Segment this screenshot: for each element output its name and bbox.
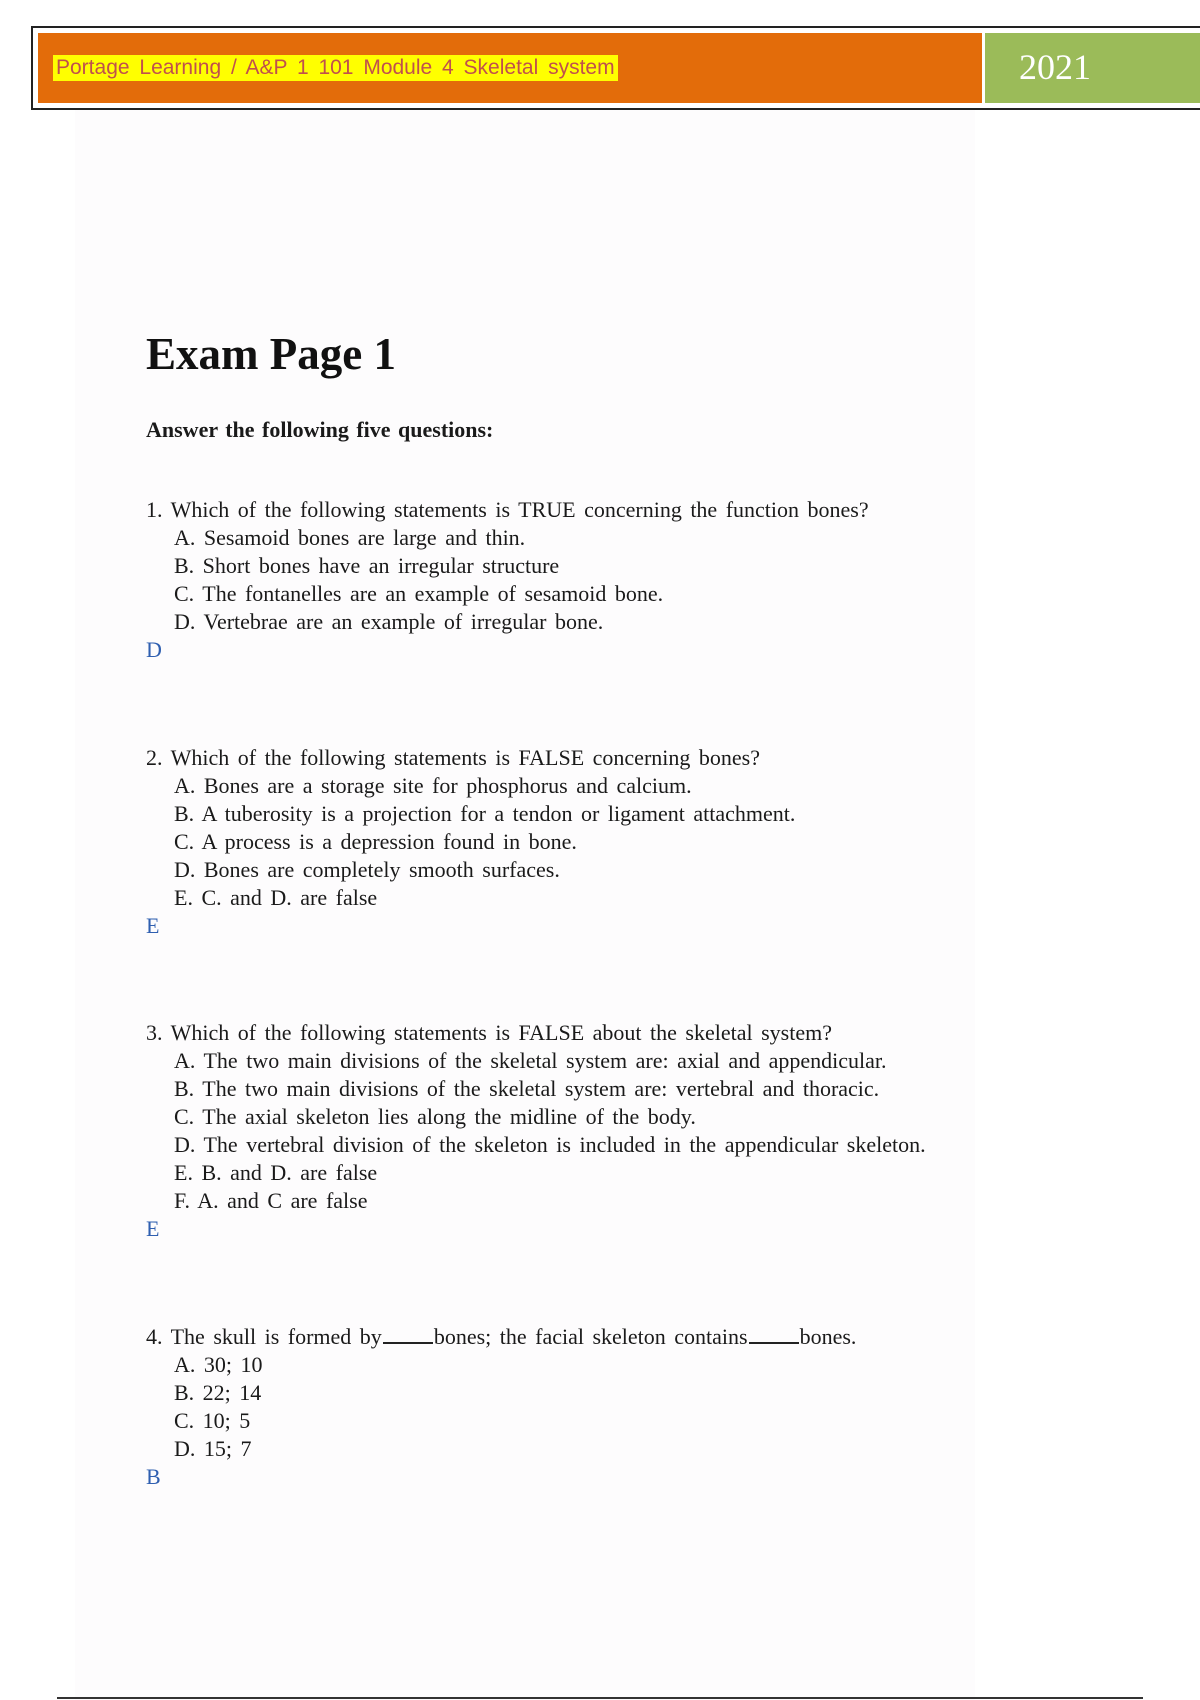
option-b: B. The two main divisions of the skeletal system are: vertebral and thoracic. (174, 1076, 880, 1101)
option-c: C. The fontanelles are an example of sesamoid bone. (174, 581, 664, 606)
question-text (146, 1322, 1046, 1351)
question-number: 2. (146, 745, 163, 770)
question-number: 3. (146, 1020, 163, 1045)
answer-text: D (146, 637, 162, 662)
question-text (146, 496, 1046, 524)
document-header (31, 26, 1200, 110)
option-d: D. 15; 7 (174, 1436, 252, 1461)
option-list (146, 1351, 1046, 1463)
header-title: Portage Learning / A&P 1 101 Module 4 Skeletal system (53, 55, 618, 81)
option-a: A. Bones are a storage site for phosphorus and calcium. (174, 773, 692, 798)
option-c: C. A process is a depression found in bone. (174, 829, 577, 854)
question-prompt: Which of the following statements is FALSE about the skeletal system? (170, 1020, 832, 1045)
option-b: B. 22; 14 (174, 1380, 262, 1405)
fill-in-blank (749, 1322, 799, 1344)
option-a: A. 30; 10 (174, 1352, 263, 1377)
option-c: C. The axial skeleton lies along the midline of the body. (174, 1104, 696, 1129)
option-a: A. The two main divisions of the skeletal system are: axial and appendicular. (174, 1048, 887, 1073)
header-year: 2021 (1019, 47, 1091, 87)
header-year-band (985, 33, 1200, 103)
page-title: Exam Page 1 (146, 329, 396, 379)
instructions: Answer the following five questions: (146, 417, 494, 442)
question-4 (146, 1322, 1046, 1491)
question-prompt-part2: bones; the facial skeleton contains (433, 1324, 748, 1349)
option-b: B. Short bones have an irregular structure (174, 553, 560, 578)
question-prompt-part3: bones. (799, 1324, 857, 1349)
question-text (146, 1019, 1046, 1047)
question-number: 4. (146, 1324, 163, 1349)
option-d: D. Bones are completely smooth surfaces. (174, 857, 560, 882)
answer-text: E (146, 1216, 160, 1241)
footer-rule (57, 1697, 1143, 1699)
answer-text: B (146, 1464, 161, 1489)
question-prompt: Which of the following statements is TRUE concerning the function bones? (170, 497, 869, 522)
option-a: A. Sesamoid bones are large and thin. (174, 525, 526, 550)
option-list (146, 524, 1046, 636)
question-prompt: Which of the following statements is FALSE concerning bones? (170, 745, 760, 770)
question-number: 1. (146, 497, 163, 522)
question-text (146, 744, 1046, 772)
option-list (146, 772, 1046, 912)
option-c: C. 10; 5 (174, 1408, 251, 1433)
question-2 (146, 744, 1046, 940)
option-e: E. B. and D. are false (174, 1160, 378, 1185)
answer-text: E (146, 913, 160, 938)
option-list (146, 1047, 1046, 1215)
option-d: D. Vertebrae are an example of irregular bone. (174, 609, 604, 634)
option-d: D. The vertebral division of the skeleton is included in the appendicular skeleton. (174, 1132, 926, 1157)
question-prompt-part1: The skull is formed by (170, 1324, 382, 1349)
exam-content (146, 326, 1046, 1489)
question-3 (146, 1019, 1046, 1243)
option-e: E. C. and D. are false (174, 885, 378, 910)
fill-in-blank (383, 1322, 433, 1344)
option-f: F. A. and C are false (174, 1188, 368, 1213)
question-1 (146, 496, 1046, 664)
header-title-band (38, 33, 982, 103)
option-b: B. A tuberosity is a projection for a tendon or ligament attachment. (174, 801, 796, 826)
